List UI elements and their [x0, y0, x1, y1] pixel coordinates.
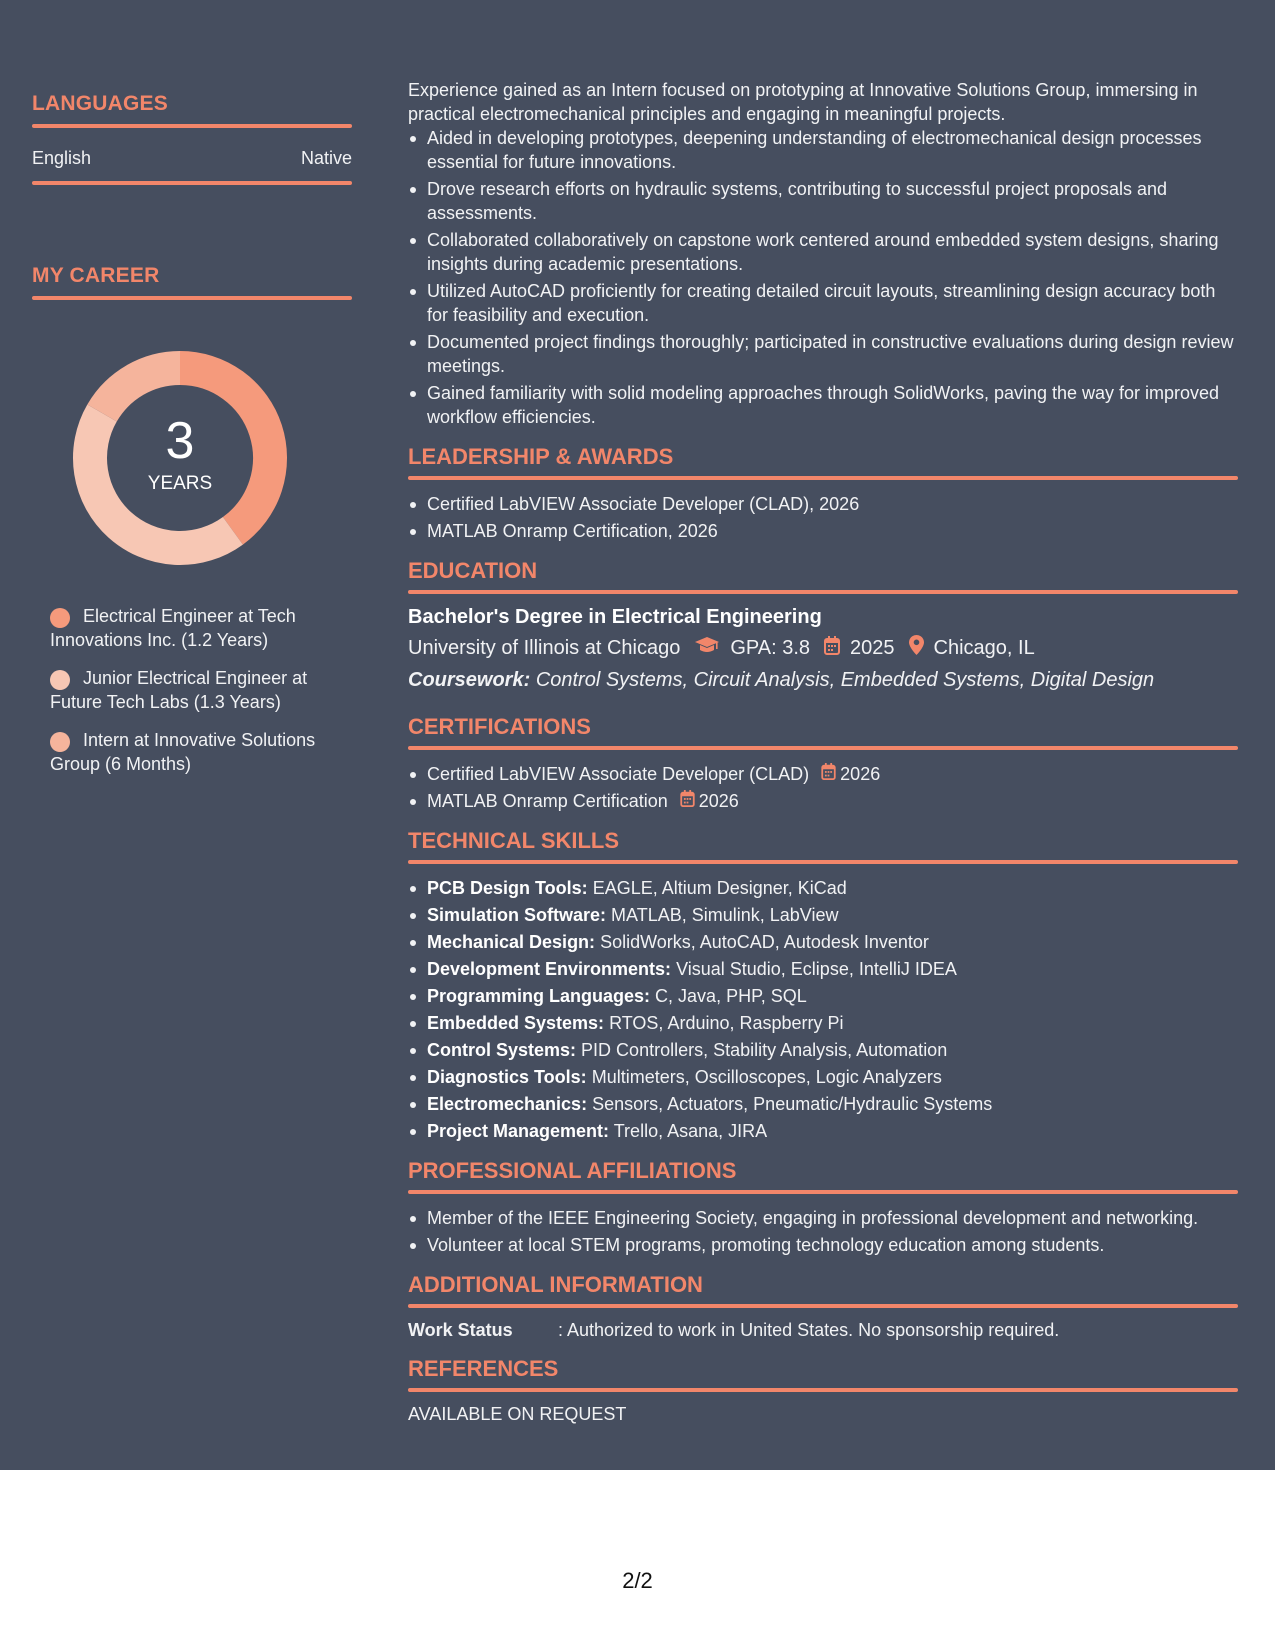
list-item: Collaborated collaboratively on capstone work centered around embedded system designs, sharing insights during academic presentations. — [408, 228, 1238, 276]
certifications-list — [408, 762, 1238, 813]
list-item: Documented project findings thoroughly; participated in constructive evaluations during design review meetings. — [408, 330, 1238, 378]
career-donut-chart — [66, 344, 294, 572]
list-item: Drove research efforts on hydraulic systems, contributing to successful project proposals and assessments. — [408, 177, 1238, 225]
section-divider — [408, 860, 1238, 864]
languages-title: LANGUAGES — [32, 92, 168, 115]
legend-label: Junior Electrical Engineer at Future Tech Labs (1.3 Years) — [50, 668, 308, 712]
list-item — [408, 789, 1238, 813]
section-divider — [408, 746, 1238, 750]
coursework-list: Control Systems, Circuit Analysis, Embedded Systems, Digital Design — [535, 669, 1155, 691]
career-title: MY CAREER — [32, 264, 160, 287]
work-status-row — [408, 1320, 1238, 1341]
list-item: Volunteer at local STEM programs, promoting technology education among students. — [408, 1233, 1238, 1257]
skills-title: TECHNICAL SKILLS — [408, 828, 620, 853]
skill-values: Multimeters, Oscilloscopes, Logic Analyzers — [591, 1067, 942, 1087]
career-total-unit: YEARS — [147, 473, 213, 494]
skill-values: PID Controllers, Stability Analysis, Automation — [581, 1040, 948, 1060]
list-item: Member of the IEEE Engineering Society, engaging in professional development and networking. — [408, 1206, 1238, 1230]
legend-dot — [50, 608, 70, 628]
education-gpa: GPA: 3.8 — [730, 636, 811, 659]
career-legend — [50, 604, 340, 790]
affiliations-list — [408, 1206, 1238, 1257]
skill-values: EAGLE, Altium Designer, KiCad — [592, 878, 847, 898]
references-text: AVAILABLE ON REQUEST — [408, 1404, 627, 1424]
list-item — [408, 762, 1238, 786]
legend-item — [50, 666, 340, 714]
coursework-label: Coursework: — [408, 669, 531, 691]
certification-year: 2026 — [698, 791, 739, 811]
section-divider — [408, 476, 1238, 480]
skill-values: C, Java, PHP, SQL — [655, 986, 807, 1006]
list-item: Utilized AutoCAD proficiently for creating detailed circuit layouts, streamlining design accuracy both for feasibility and execution. — [408, 279, 1238, 327]
work-status-label: Work Status — [408, 1320, 513, 1340]
education-year: 2025 — [850, 636, 895, 659]
list-item: MATLAB Onramp Certification, 2026 — [408, 519, 1238, 543]
list-item — [408, 1011, 1238, 1035]
legend-dot — [50, 670, 70, 690]
legend-item — [50, 728, 340, 776]
skill-category: Project Management: — [427, 1121, 610, 1141]
skill-category: Programming Languages: — [427, 986, 651, 1006]
legend-label: Intern at Innovative Solutions Group (6 Months) — [50, 730, 316, 774]
skill-category: Simulation Software: — [427, 905, 607, 925]
certification-year: 2026 — [840, 764, 881, 784]
section-divider — [408, 1190, 1238, 1194]
career-total-years: 3 — [165, 412, 195, 470]
skill-values: Sensors, Actuators, Pneumatic/Hydraulic Systems — [592, 1094, 993, 1114]
affiliations-title: PROFESSIONAL AFFILIATIONS — [408, 1158, 737, 1183]
sidebar-career — [32, 264, 352, 300]
education-location: Chicago, IL — [933, 636, 1035, 659]
list-item: Gained familiarity with solid modeling approaches through SolidWorks, paving the way for improved workflow efficiencies. — [408, 381, 1238, 429]
legend-label: Electrical Engineer at Tech Innovations Inc. (1.2 Years) — [50, 606, 296, 650]
page-footer — [0, 1470, 1275, 1650]
skill-category: Electromechanics: — [427, 1094, 588, 1114]
skill-values: MATLAB, Simulink, LabView — [611, 905, 839, 925]
education-title: EDUCATION — [408, 558, 538, 583]
language-level: Native — [300, 148, 352, 168]
list-item — [408, 1119, 1238, 1143]
work-status-value: : Authorized to work in United States. No sponsorship required. — [558, 1320, 1060, 1340]
section-divider — [32, 124, 352, 128]
leadership-title: LEADERSHIP & AWARDS — [408, 444, 674, 469]
list-item — [408, 903, 1238, 927]
skill-category: Diagnostics Tools: — [427, 1067, 587, 1087]
list-item — [408, 1092, 1238, 1116]
education-degree: Bachelor's Degree in Electrical Engineering — [408, 606, 822, 628]
calendar-icon — [821, 762, 836, 786]
skill-values: Visual Studio, Eclipse, IntelliJ IDEA — [676, 959, 957, 979]
list-item — [408, 876, 1238, 900]
education-coursework — [408, 669, 1238, 692]
calendar-icon — [680, 789, 695, 813]
list-item — [408, 930, 1238, 954]
language-name: English — [32, 148, 92, 168]
certification-name: Certified LabVIEW Associate Developer (CLAD) — [427, 764, 810, 784]
page-number: 2/2 — [622, 1568, 653, 1593]
skill-category: Embedded Systems: — [427, 1013, 605, 1033]
education-school: University of Illinois at Chicago — [408, 636, 681, 659]
section-divider — [408, 1388, 1238, 1392]
skill-category: Mechanical Design: — [427, 932, 596, 952]
references-title: REFERENCES — [408, 1356, 559, 1381]
legend-item — [50, 604, 340, 652]
section-divider — [408, 590, 1238, 594]
calendar-icon — [824, 636, 840, 661]
skill-values: SolidWorks, AutoCAD, Autodesk Inventor — [600, 932, 929, 952]
list-item — [408, 984, 1238, 1008]
language-row — [32, 148, 352, 169]
education-details — [408, 635, 1238, 661]
leadership-list — [408, 492, 1238, 543]
list-item — [408, 1065, 1238, 1089]
skill-category: Control Systems: — [427, 1040, 577, 1060]
additional-info-title: ADDITIONAL INFORMATION — [408, 1272, 703, 1297]
skill-values: RTOS, Arduino, Raspberry Pi — [609, 1013, 844, 1033]
experience-intro: Experience gained as an Intern focused on prototyping at Innovative Solutions Group, immersing in practical electromechanical principles and engaging in meaningful projects. — [408, 80, 1198, 124]
skill-values: Trello, Asana, JIRA — [613, 1121, 768, 1141]
language-level-bar — [32, 181, 352, 185]
graduation-cap-icon — [694, 636, 720, 660]
certification-name: MATLAB Onramp Certification — [427, 791, 668, 811]
main-column — [408, 78, 1238, 1425]
skills-list — [408, 876, 1238, 1143]
experience-bullets — [408, 126, 1238, 429]
list-item: Aided in developing prototypes, deepening understanding of electromechanical design processes essential for future innovations. — [408, 126, 1238, 174]
section-divider — [408, 1304, 1238, 1308]
skill-category: Development Environments: — [427, 959, 672, 979]
list-item — [408, 957, 1238, 981]
certifications-title: CERTIFICATIONS — [408, 714, 591, 739]
donut-center — [66, 344, 294, 572]
legend-dot — [50, 732, 70, 752]
section-divider — [32, 296, 352, 300]
list-item — [408, 1038, 1238, 1062]
sidebar-languages — [32, 92, 352, 185]
list-item: Certified LabVIEW Associate Developer (CLAD), 2026 — [408, 492, 1238, 516]
skill-category: PCB Design Tools: — [427, 878, 588, 898]
map-pin-icon — [909, 635, 924, 661]
